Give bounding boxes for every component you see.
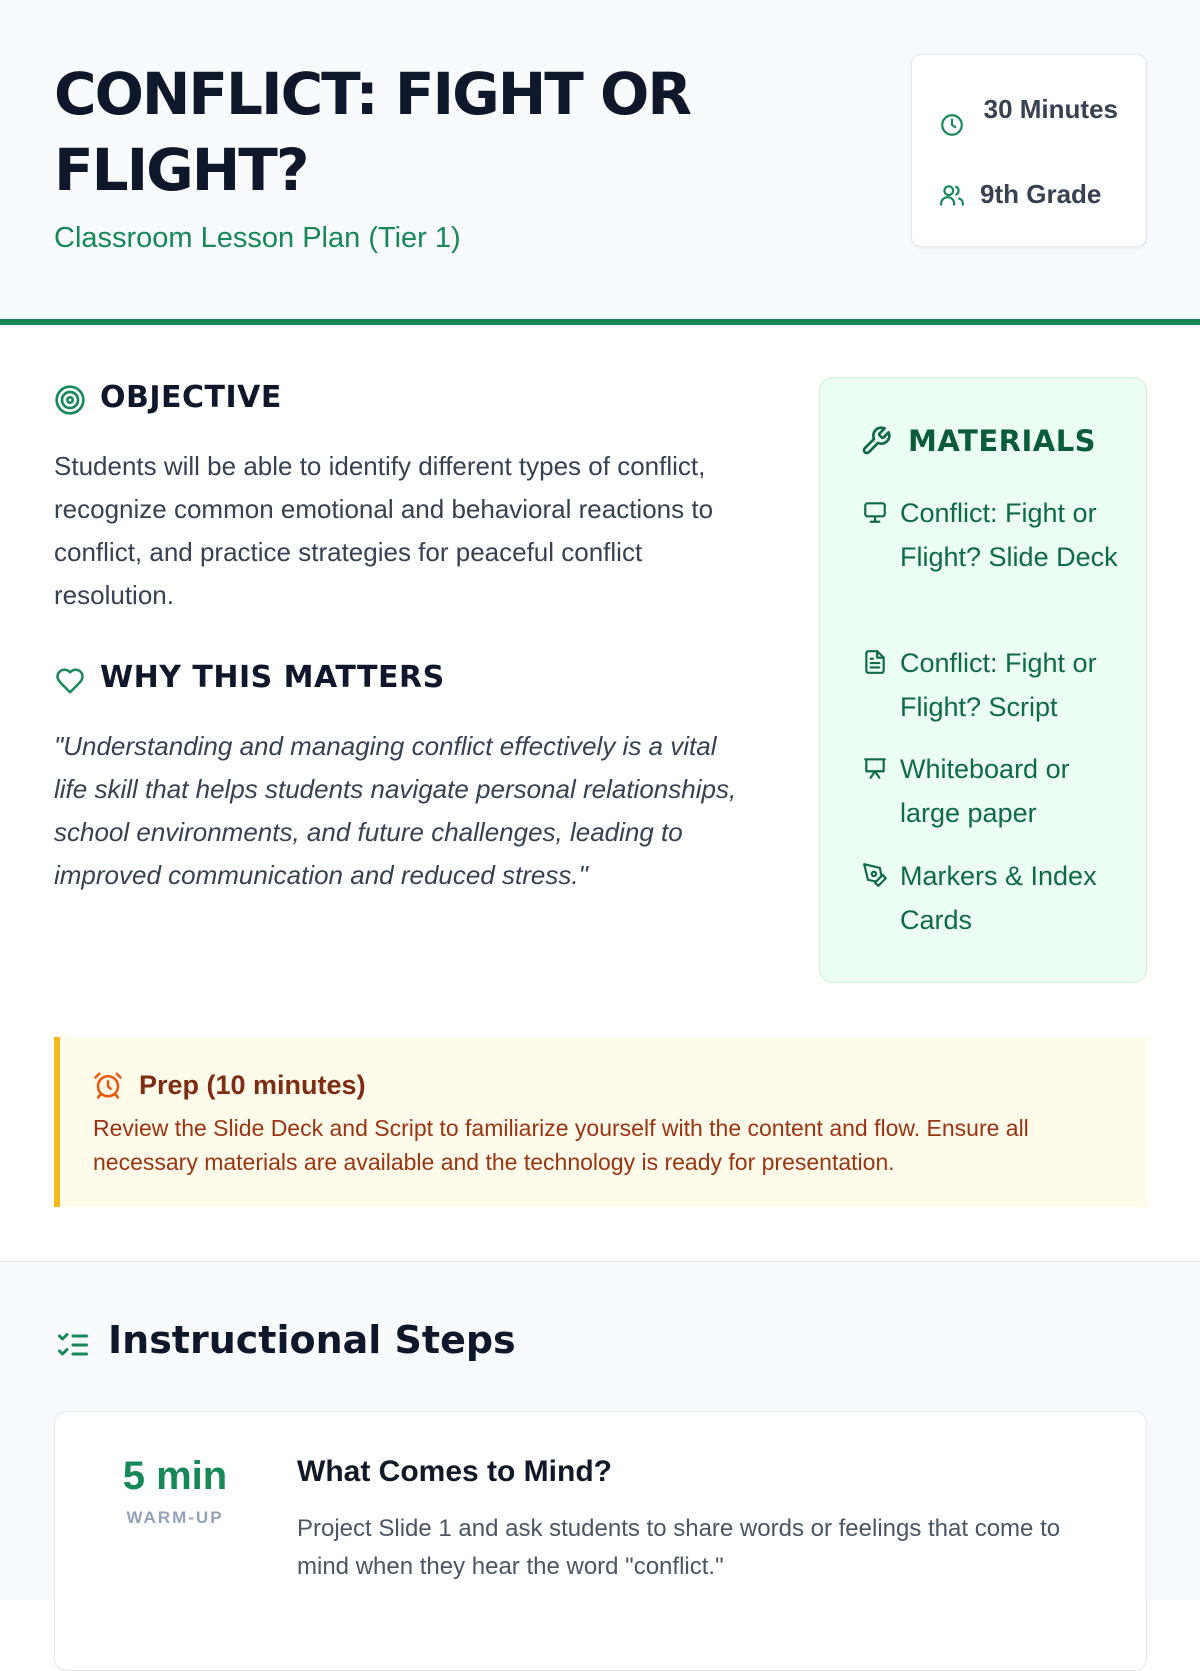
step-title: What Comes to Mind? (297, 1455, 612, 1488)
why-heading: WHY THIS MATTERS (100, 660, 445, 695)
lesson-grade: 9th Grade (980, 179, 1102, 209)
objective-heading: OBJECTIVE (100, 380, 282, 415)
prep-callout (54, 1037, 1147, 1207)
monitor-icon (862, 499, 888, 525)
checklist-icon (55, 1327, 91, 1363)
step-time: 5 min (122, 1454, 228, 1498)
step-card (54, 1411, 1147, 1671)
lesson-duration: 30 Minutes (983, 94, 1118, 124)
prep-title: Prep (10 minutes) (139, 1070, 366, 1100)
users-icon (939, 182, 965, 208)
page-subtitle: Classroom Lesson Plan (Tier 1) (54, 222, 461, 254)
steps-heading: Instructional Steps (108, 1318, 516, 1362)
marker-icon (862, 862, 888, 888)
whiteboard-icon (862, 755, 888, 781)
lesson-meta-card (911, 54, 1147, 247)
materials-panel (819, 377, 1147, 983)
prep-text: Review the Slide Deck and Script to familiarize yourself with the content and flow. Ensure all necessary materials are available and the technology is ready for presentation. (93, 1115, 1029, 1175)
material-item: Conflict: Fight or Flight? Script (900, 648, 1097, 722)
lesson-header (0, 0, 1200, 325)
material-item: Conflict: Fight or Flight? Slide Deck (900, 498, 1118, 572)
material-item: Whiteboard or large paper (900, 754, 1070, 828)
why-quote: "Understanding and managing conflict effectively is a vital life skill that helps students navigate personal relationships, school environments, and future challenges, leading to improved communication and reduced stress." (54, 731, 737, 890)
heart-icon (54, 666, 86, 696)
objective-text: Students will be able to identify different types of conflict, recognize common emotional and behavioral reactions to conflict, and practice strategies for peaceful conflict resolution. (54, 451, 714, 610)
step-description: Project Slide 1 and ask students to share words or feelings that come to mind when they hear the word "conflict." (297, 1515, 1061, 1580)
instructional-steps-section (0, 1261, 1200, 1600)
wrench-icon (860, 425, 892, 457)
target-icon (54, 384, 86, 416)
document-icon (862, 649, 888, 675)
clock-icon (939, 112, 965, 138)
page-title: CONFLICT: FIGHT OR FLIGHT? (54, 60, 690, 204)
step-label: WARM-UP (126, 1508, 224, 1527)
material-item: Markers & Index Cards (900, 861, 1097, 935)
materials-heading: MATERIALS (908, 424, 1097, 458)
alarm-clock-icon (93, 1070, 123, 1100)
